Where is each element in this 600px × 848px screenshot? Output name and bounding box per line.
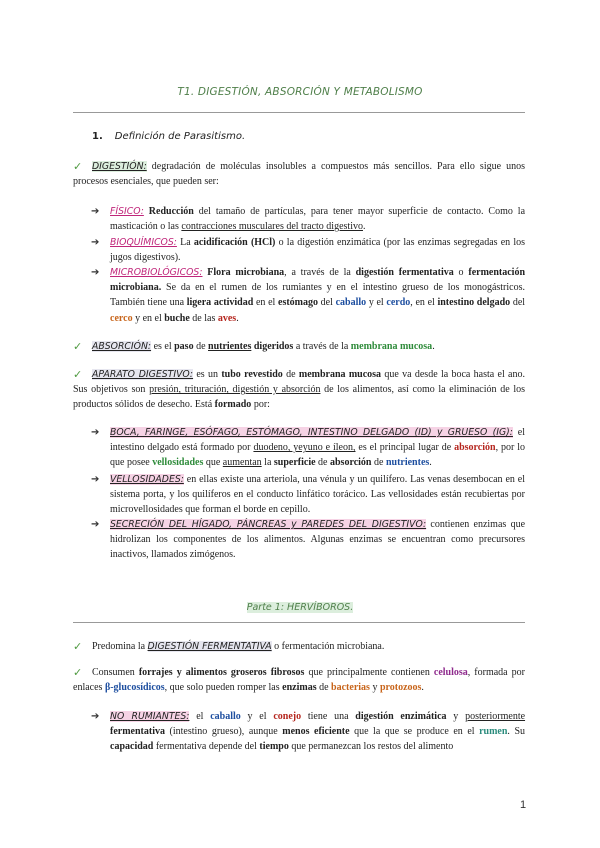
- digestion-heading: DIGESTIÓN:: [92, 161, 147, 172]
- check-icon: ✓: [73, 640, 83, 653]
- part-divider: [73, 622, 525, 623]
- consumen-paragraph: ✓ Consumen forrajes y alimentos groseros fibrosos que principalmente contienen celulosa, formada por enlaces β-glucosídicos, que solo pueden romper las enzimas de bacterias y protozoos.: [73, 666, 525, 694]
- absorcion-paragraph: ✓ ABSORCIÓN: es el paso de nutrientes digeridos a través de la membrana mucosa.: [73, 340, 435, 353]
- aparato-heading: APARATO DIGESTIVO:: [92, 369, 194, 380]
- arrow-icon: ➔: [91, 206, 100, 217]
- section-heading: [92, 131, 245, 142]
- part-heading: Parte 1: HERVÍBOROS.: [246, 602, 354, 613]
- aparato-paragraph: ✓ APARATO DIGESTIVO: es un tubo revestido de membrana mucosa que va desde la boca hasta el ano. Sus objetivos son presión, trituración, digestión y absorción de los alimentos, así como la eliminación de los productos sólidos de desecho. Está formado por:: [73, 368, 525, 411]
- page-number: 1: [520, 799, 527, 811]
- arrow-icon: ➔: [91, 711, 100, 722]
- fisico-label: FÍSICO:: [110, 206, 144, 217]
- secrecion-label: SECRECIÓN DEL HÍGADO, PÁNCREAS y PAREDES DEL DIGESTIVO:: [110, 519, 427, 530]
- no-rumiantes-label: NO RUMIANTES:: [110, 711, 190, 722]
- check-icon: ✓: [73, 340, 83, 353]
- check-icon: ✓: [73, 666, 83, 679]
- boca-item: ➔ BOCA, FARINGE, ESÓFAGO, ESTÓMAGO, INTESTINO DELGADO (ID) y GRUESO (IG): el intestino delgado está formado por duodeno, yeyuno e íleon, es el principal lugar de absorción, por lo que posee vellosidades que aumentan la superficie de absorción de nutrientes.: [91, 427, 526, 469]
- microbiologicos-item: ➔ MICROBIOLÓGICOS: Flora microbiana, a través de la digestión fermentativa o fermentación microbiana. Se da en el rumen de los rumiantes y en el intestino grueso de los monogástricos. También tiene una ligera actividad en el estómago del caballo y el cerdo, en el intestino delgado del cerco y en el buche de las aves.: [91, 267, 526, 324]
- absorcion-heading: ABSORCIÓN:: [92, 341, 152, 352]
- digestion-paragraph: ✓ DIGESTIÓN: degradación de moléculas insolubles a compuestos más sencillos. Para ello sigue unos procesos esenciales, que pueden ser:: [73, 160, 525, 188]
- arrow-icon: ➔: [91, 427, 100, 438]
- arrow-icon: ➔: [91, 237, 100, 248]
- arrow-icon: ➔: [91, 519, 100, 530]
- check-icon: ✓: [73, 368, 83, 381]
- section-title: Definición de Parasitismo.: [114, 131, 246, 142]
- microbiologicos-label: MICROBIOLÓGICOS:: [110, 267, 203, 278]
- document-title: T1. DIGESTIÓN, ABSORCIÓN Y METABOLISMO: [177, 86, 423, 98]
- fisico-item: ➔ FÍSICO: Reducción del tamaño de partículas, para tener mayor superficie de contacto. Como la masticación o las contracciones musculares del tracto digestivo.: [91, 206, 526, 233]
- predomina-paragraph: ✓ Predomina la DIGESTIÓN FERMENTATIVA o fermentación microbiana.: [73, 640, 385, 653]
- section-number: 1.: [92, 131, 103, 142]
- title-divider: [73, 112, 525, 113]
- secrecion-item: ➔ SECRECIÓN DEL HÍGADO, PÁNCREAS y PAREDES DEL DIGESTIVO: contienen enzimas que hidrolizan los componentes de los alimentos. Algunas enzimas se encuentran como precursores inactivos, llamados zimógenos.: [91, 519, 526, 561]
- bioquimicos-item: ➔ BIOQUÍMICOS: La acidificación (HCl) o la digestión enzimática (por las enzimas segregadas en los jugos digestivos).: [91, 237, 526, 264]
- boca-label: BOCA, FARINGE, ESÓFAGO, ESTÓMAGO, INTESTINO DELGADO (ID) y GRUESO (IG):: [110, 427, 513, 438]
- bioquimicos-label: BIOQUÍMICOS:: [110, 237, 177, 248]
- arrow-icon: ➔: [91, 474, 100, 485]
- vellosidades-item: ➔ VELLOSIDADES: en ellas existe una arteriola, una vénula y un quilífero. Las venas desembocan en el sistema porta, y los quilíferos en el conducto linfático torácico. Las vellosidades están recubiertas por microvellosidades que forman el borde en cepillo.: [91, 474, 525, 516]
- check-icon: ✓: [73, 160, 83, 173]
- vellosidades-label: VELLOSIDADES:: [110, 474, 184, 485]
- no-rumiantes-item: ➔ NO RUMIANTES: el caballo y el conejo tiene una digestión enzimática y posteriormente fermentativa (intestino grueso), aunque menos eficiente que la que se produce en el rumen. Su capacidad fermentativa depende del tiempo que permanezcan los restos del alimento: [91, 711, 526, 753]
- arrow-icon: ➔: [91, 267, 100, 278]
